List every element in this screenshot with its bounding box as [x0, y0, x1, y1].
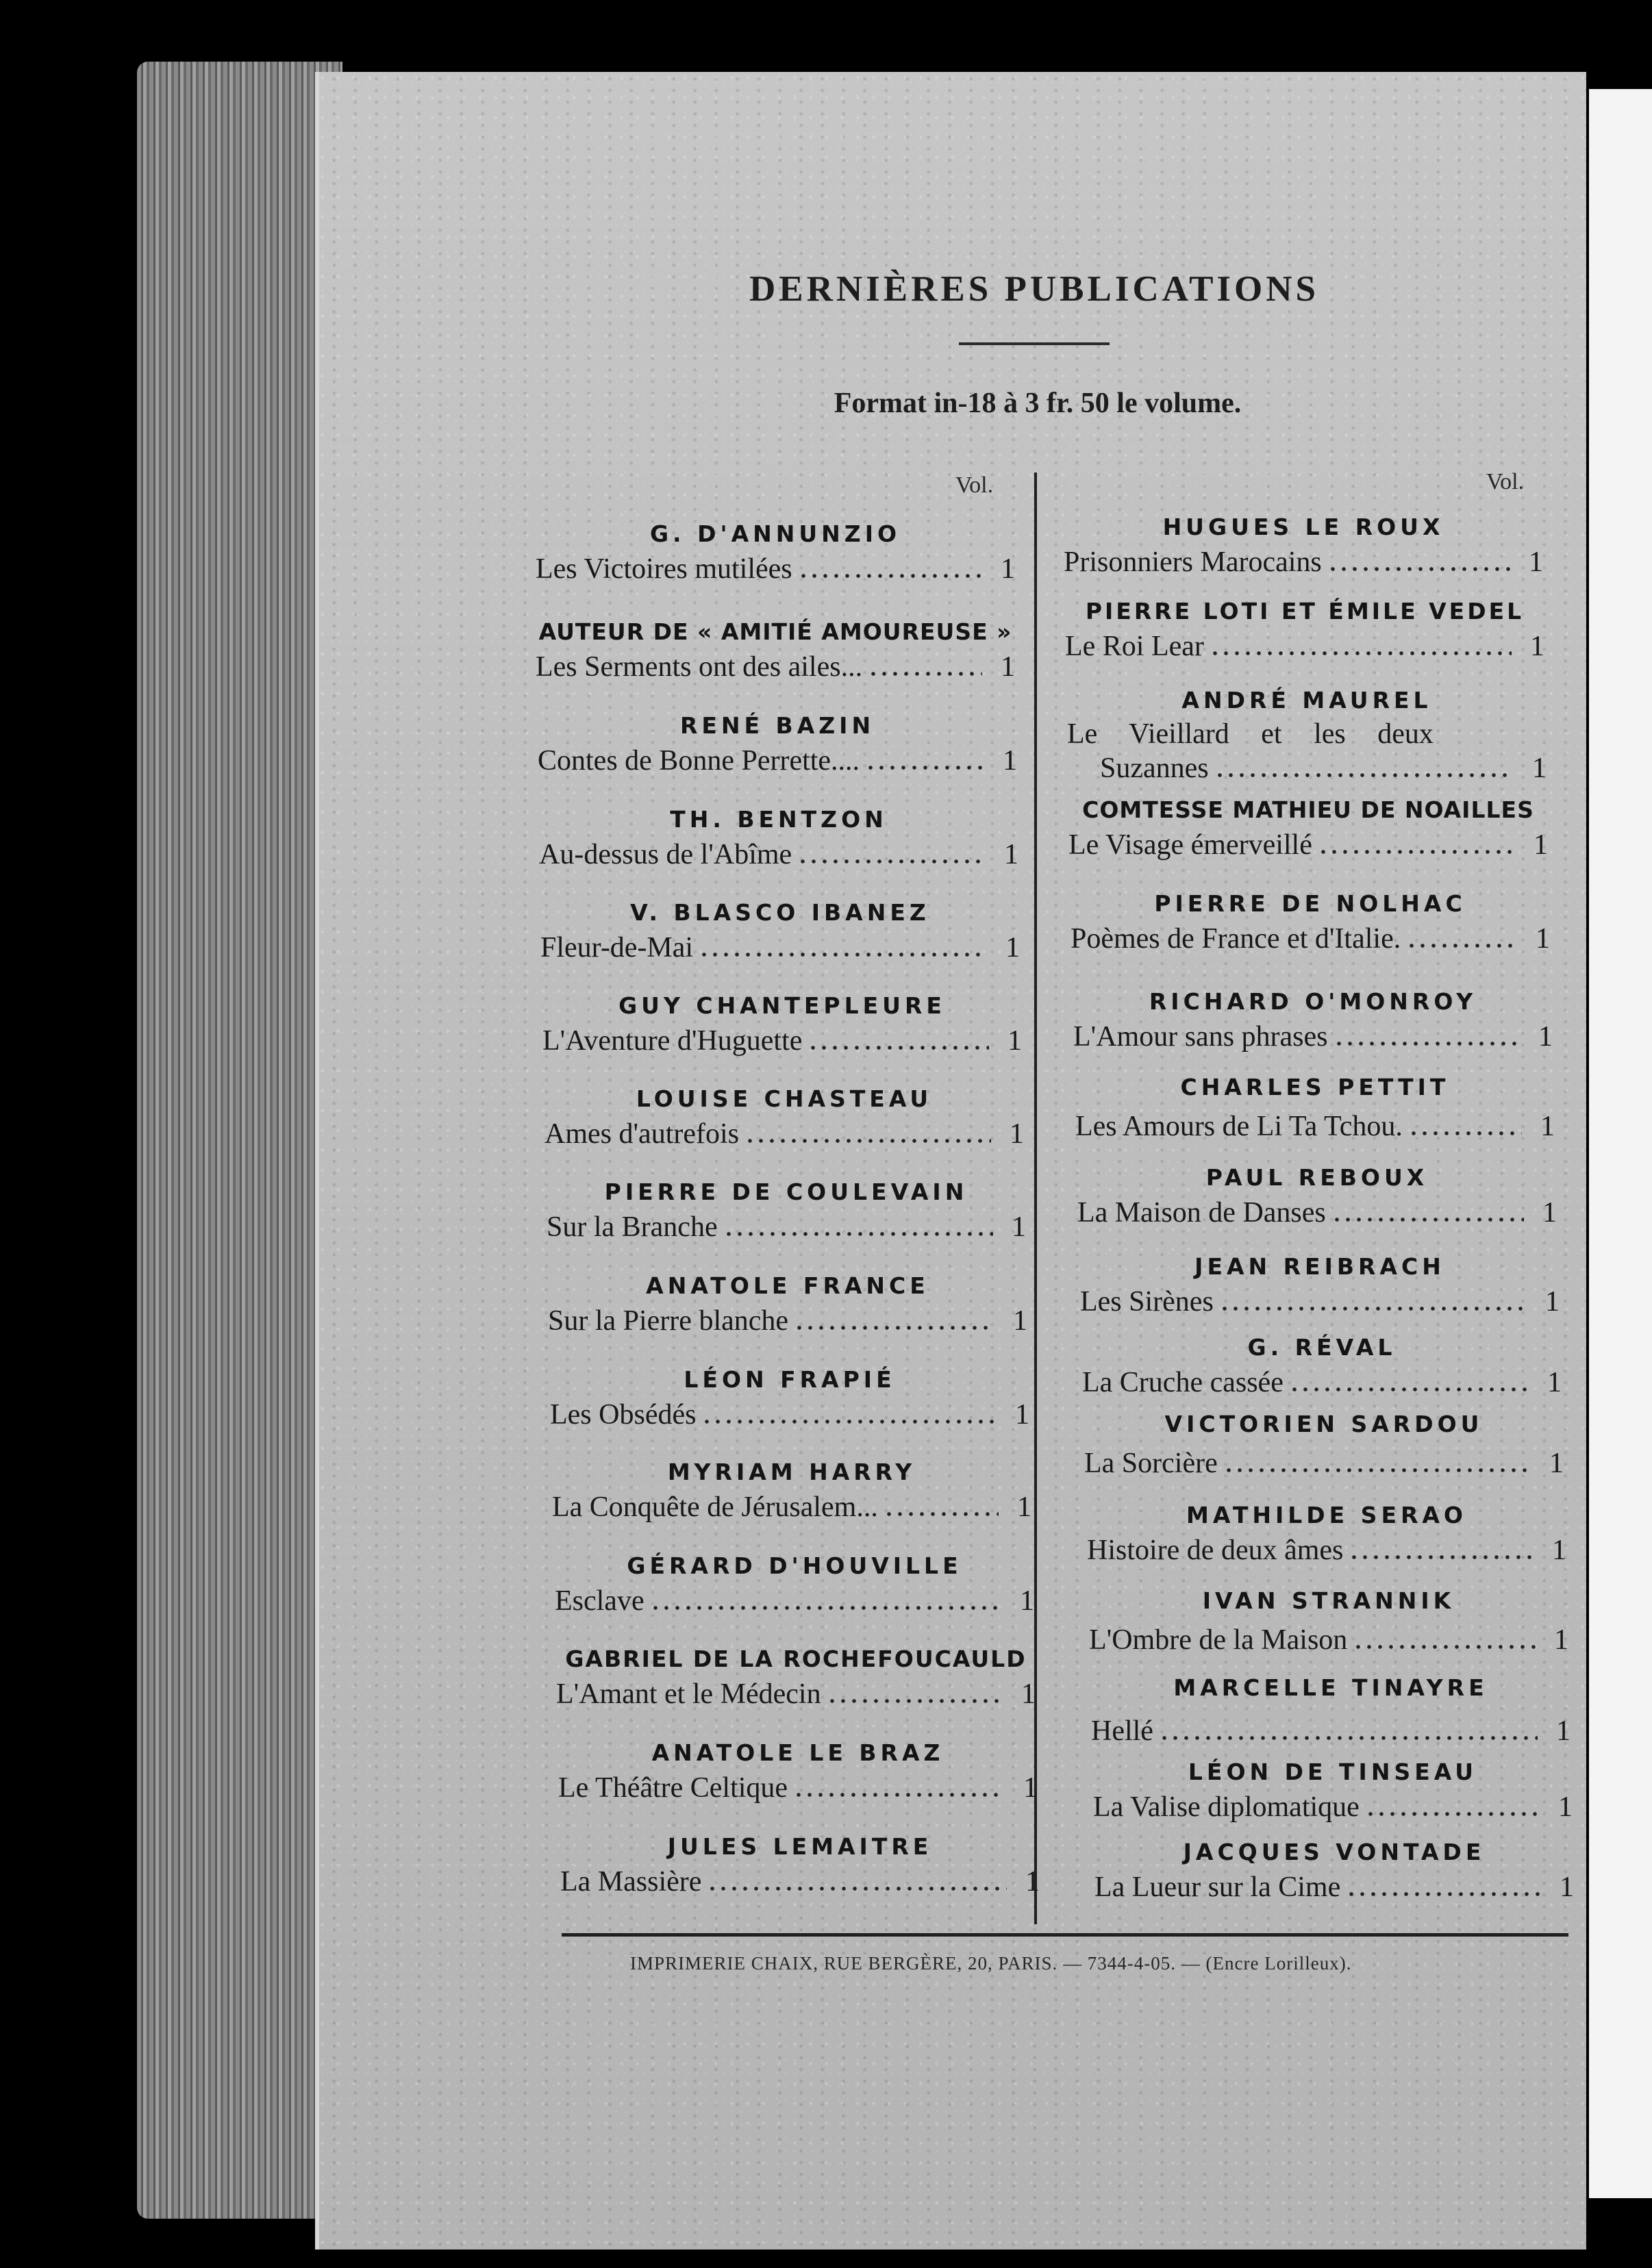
list-item	[1089, 1587, 1568, 1656]
leader-dots	[1349, 1554, 1534, 1560]
book-title: Au-dessus de l'Abîme	[539, 839, 792, 870]
leader-dots	[1353, 1644, 1536, 1650]
list-item	[1087, 1502, 1566, 1567]
volume-count: 1	[1556, 1715, 1570, 1747]
author-name: GABRIEL DE LA ROCHEFOUCAULD	[565, 1646, 1027, 1672]
leader-dots	[1318, 849, 1515, 855]
book-title: Hellé	[1091, 1715, 1153, 1747]
leader-dots	[798, 573, 982, 579]
list-item	[539, 806, 1018, 871]
leader-dots	[1327, 566, 1510, 572]
volume-count: 1	[1534, 829, 1548, 861]
list-item	[555, 1552, 1034, 1617]
leader-dots	[701, 1419, 997, 1424]
book-title: Poèmes de France et d'Italie.	[1071, 923, 1401, 955]
author-name: GÉRARD D'HOUVILLE	[627, 1552, 962, 1579]
list-item	[1065, 598, 1544, 663]
book-title: La Maison de Danses	[1077, 1197, 1326, 1228]
list-item	[1077, 1164, 1557, 1229]
book-title: La Massière	[560, 1866, 702, 1898]
book-title: L'Amant et le Médecin	[556, 1678, 821, 1710]
volume-count: 1	[1532, 753, 1547, 784]
leader-dots	[1334, 1041, 1520, 1046]
book-title: Le Théâtre Celtique	[558, 1772, 788, 1804]
book-title: Les Amours de Li Ta Tchou.	[1075, 1111, 1403, 1142]
author-name: G. D'ANNUNZIO	[649, 520, 901, 547]
list-item	[1064, 514, 1543, 579]
vol-header-right: Vol.	[1486, 469, 1525, 494]
list-item	[558, 1739, 1038, 1804]
leader-dots	[723, 1231, 993, 1237]
list-item	[1084, 1411, 1564, 1480]
author-name: LOUISE CHASTEAU	[636, 1085, 933, 1112]
book-title: L'Aventure d'Huguette	[542, 1025, 803, 1057]
volume-count: 1	[1008, 1025, 1022, 1057]
list-item	[1093, 1759, 1573, 1824]
book-title: L'Amour sans phrases	[1073, 1021, 1328, 1053]
leader-dots	[793, 1792, 1005, 1798]
volume-count: 1	[1542, 1197, 1557, 1228]
author-name: PIERRE DE COULEVAIN	[604, 1179, 968, 1205]
volume-count: 1	[1003, 745, 1017, 777]
author-name: JACQUES VONTADE	[1183, 1839, 1486, 1865]
book-title: Le Roi Lear	[1065, 631, 1204, 662]
list-item	[552, 1459, 1031, 1524]
format-line: Format in-18 à 3 fr. 50 le volume.	[834, 388, 1242, 419]
book-title: Les Obsédés	[550, 1399, 697, 1431]
book-title: Contes de Bonne Perrette....	[538, 745, 860, 777]
author-name: IVAN STRANNIK	[1202, 1587, 1455, 1614]
list-item	[1071, 890, 1550, 955]
book-title: Ames d'autrefois	[545, 1118, 739, 1150]
leader-dots	[1365, 1811, 1540, 1817]
volume-count: 1	[1530, 631, 1544, 662]
leader-dots	[1346, 1891, 1541, 1897]
book-title: Le Vieillard et les deux	[1067, 718, 1434, 750]
list-item	[547, 1179, 1026, 1244]
list-item	[542, 992, 1022, 1057]
volume-count: 1	[1001, 651, 1015, 683]
book-title: Histoire de deux âmes	[1087, 1535, 1344, 1566]
facing-page-edge	[1589, 89, 1652, 2198]
leader-dots	[1331, 1217, 1524, 1222]
list-item	[1068, 796, 1548, 861]
list-item	[550, 1366, 1029, 1431]
book-title: La Valise diplomatique	[1093, 1791, 1360, 1823]
volume-count: 1	[1025, 1866, 1040, 1898]
author-name: RENÉ BAZIN	[679, 712, 875, 739]
author-name: PIERRE LOTI ET ÉMILE VEDEL	[1085, 598, 1525, 625]
list-item	[540, 899, 1020, 964]
title-rule	[959, 342, 1110, 345]
volume-count: 1	[1560, 1872, 1574, 1903]
book-title: Les Serments ont des ailes...	[536, 651, 863, 683]
book-page-edges	[137, 62, 342, 2219]
author-name: GUY CHANTEPLEURE	[618, 992, 946, 1019]
volume-count: 1	[1529, 546, 1543, 578]
vol-header-left: Vol.	[955, 473, 994, 498]
leader-dots	[707, 1886, 1007, 1891]
list-item	[1091, 1674, 1570, 1748]
author-name: CHARLES PETTIT	[1180, 1074, 1450, 1100]
book-title: Les Sirènes	[1080, 1286, 1214, 1318]
list-item	[1075, 1074, 1555, 1143]
leader-dots	[1406, 943, 1517, 948]
volume-count: 1	[1020, 1585, 1034, 1617]
book-title: Esclave	[555, 1585, 644, 1617]
book-title: Sur la Pierre blanche	[548, 1305, 789, 1337]
book-title: L'Ombre de la Maison	[1089, 1624, 1348, 1656]
author-name: LÉON FRAPIÉ	[684, 1366, 896, 1393]
book-title: La Conquête de Jérusalem...	[552, 1491, 878, 1523]
list-item	[1073, 988, 1553, 1053]
author-name: TH. BENTZON	[670, 806, 888, 833]
leader-dots	[808, 1045, 989, 1050]
leader-dots	[827, 1698, 1003, 1704]
leader-dots	[797, 859, 986, 864]
volume-count: 1	[1001, 553, 1015, 585]
volume-count: 1	[1552, 1535, 1566, 1566]
list-item	[1067, 687, 1547, 785]
list-item	[545, 1085, 1024, 1150]
volume-count: 1	[1021, 1678, 1036, 1710]
leader-dots	[1210, 651, 1512, 656]
leader-dots	[699, 952, 987, 957]
volume-count: 1	[1554, 1624, 1568, 1656]
author-name: COMTESSE MATHIEU DE NOAILLES	[1082, 796, 1534, 823]
book-title: La Cruche cassée	[1082, 1367, 1284, 1398]
volume-count: 1	[1004, 839, 1018, 870]
list-item	[536, 520, 1015, 585]
volume-count: 1	[1538, 1021, 1553, 1053]
author-name: AUTEUR DE « AMITIÉ AMOUREUSE »	[538, 618, 1012, 645]
author-name: ANATOLE LE BRAZ	[651, 1739, 944, 1766]
printer-imprint: IMPRIMERIE CHAIX, RUE BERGÈRE, 20, PARIS. — 7344-4-05. — (Encre Lorilleux).	[630, 1953, 1352, 1974]
author-name: ANATOLE FRANCE	[646, 1272, 929, 1299]
book-title-continued: Suzannes	[1100, 753, 1209, 784]
author-name: JULES LEMAITRE	[667, 1833, 933, 1860]
book-title: Sur la Branche	[547, 1211, 718, 1243]
leader-dots	[865, 765, 984, 770]
volume-count: 1	[1017, 1491, 1031, 1523]
leader-dots	[1289, 1387, 1529, 1392]
list-item	[1080, 1253, 1560, 1318]
volume-count: 1	[1536, 923, 1550, 955]
list-item	[560, 1833, 1040, 1898]
page-title: DERNIÈRES PUBLICATIONS	[749, 269, 1320, 309]
leader-dots	[1214, 772, 1514, 778]
leader-dots	[794, 1325, 994, 1331]
author-name: HUGUES LE ROUX	[1162, 514, 1444, 540]
author-name: ANDRÉ MAUREL	[1181, 687, 1432, 714]
book-title: Le Visage émerveillé	[1068, 829, 1312, 861]
author-name: G. RÉVAL	[1247, 1334, 1397, 1361]
leader-dots	[1408, 1131, 1522, 1136]
leader-dots	[1159, 1735, 1538, 1741]
author-name: V. BLASCO IBANEZ	[630, 899, 930, 926]
author-name: RICHARD O'MONROY	[1149, 988, 1477, 1015]
author-name: MATHILDE SERAO	[1186, 1502, 1467, 1528]
footer-rule	[562, 1933, 1568, 1937]
list-item	[1082, 1334, 1562, 1399]
leader-dots	[650, 1605, 1001, 1611]
volume-count: 1	[1013, 1305, 1027, 1337]
author-name: MARCELLE TINAYRE	[1173, 1674, 1488, 1701]
volume-count: 1	[1558, 1791, 1573, 1823]
leader-dots	[744, 1138, 991, 1144]
book-title: Prisonniers Marocains	[1064, 546, 1322, 578]
list-item	[536, 618, 1015, 683]
leader-dots	[868, 671, 982, 677]
volume-count: 1	[1540, 1111, 1555, 1142]
volume-count: 1	[1547, 1367, 1562, 1398]
author-name: LÉON DE TINSEAU	[1188, 1759, 1478, 1785]
leader-dots	[1219, 1306, 1527, 1311]
volume-count: 1	[1012, 1211, 1026, 1243]
list-item	[548, 1272, 1027, 1337]
author-name: MYRIAM HARRY	[667, 1459, 916, 1485]
volume-count: 1	[1005, 932, 1020, 963]
volume-count: 1	[1023, 1772, 1038, 1804]
list-item	[1094, 1839, 1574, 1904]
volume-count: 1	[1015, 1399, 1029, 1431]
book-title: Les Victoires mutilées	[536, 553, 792, 585]
leader-dots	[1223, 1467, 1531, 1473]
author-name: PIERRE DE NOLHAC	[1154, 890, 1466, 917]
list-item	[556, 1646, 1036, 1711]
volume-count: 1	[1545, 1286, 1560, 1318]
volume-count: 1	[1549, 1448, 1564, 1479]
book-title: La Lueur sur la Cime	[1094, 1872, 1341, 1903]
leader-dots	[884, 1511, 999, 1517]
author-name: JEAN REIBRACH	[1194, 1253, 1445, 1280]
author-name: PAUL REBOUX	[1205, 1164, 1429, 1191]
book-title: Fleur-de-Mai	[540, 932, 694, 963]
book-title: La Sorcière	[1084, 1448, 1218, 1479]
author-name: VICTORIEN SARDOU	[1164, 1411, 1484, 1437]
list-item	[538, 712, 1017, 777]
volume-count: 1	[1010, 1118, 1024, 1150]
